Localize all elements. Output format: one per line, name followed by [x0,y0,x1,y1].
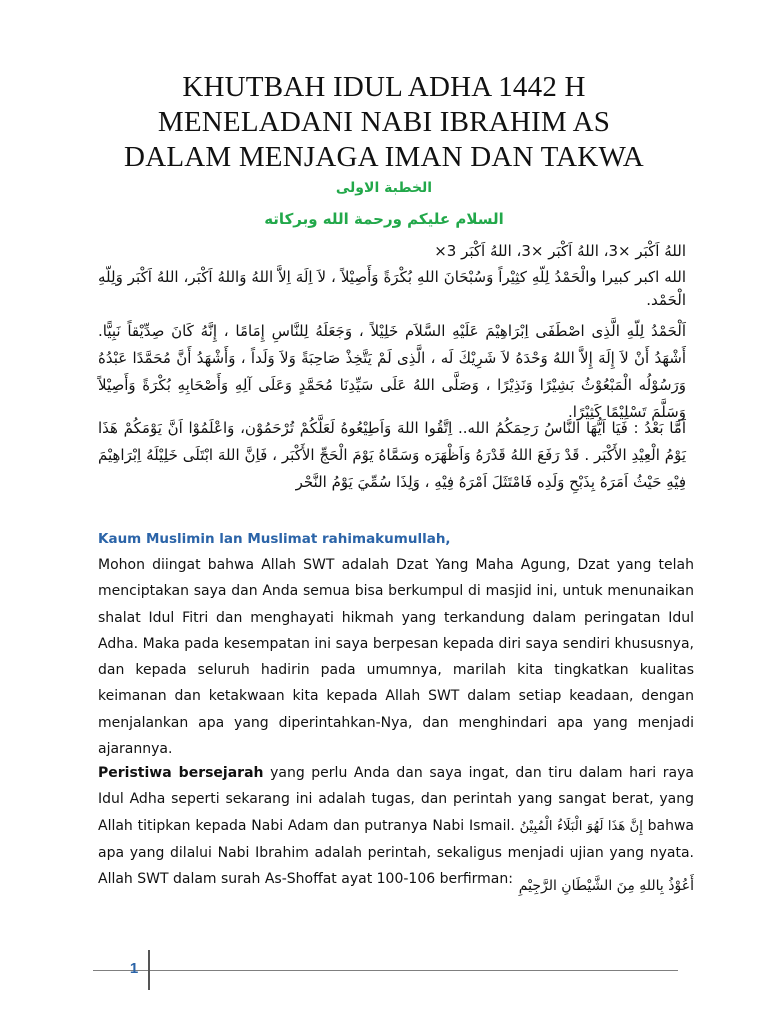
salam-greeting: السلام عليكم ورحمة الله وبركاته [264,210,504,228]
title-line-2: MENELADANI NABI IBRAHIM AS [157,106,611,138]
taawudz: أَعُوْذُ بِاللهِ مِنَ الشَّيْطَانِ الرَّجِيْمِ [518,878,694,894]
arabic-paragraph-4: اَمَّا بَعْدُ : فَيَا اَيُّهَا النَّاسُ رَحِمَكُمُ الله.. اِتَّقُوا اللهَ وَاَطِيْعُوهُ لَعَلَّكُمْ تُرْحَمُوْن، وَاعْلَمُوْا اَنَّ يَوْمَكُمْ هَذَا يَوْمُ الْعِيْدِ الأَكْبَر . قَدْ رَفَعَ اللهُ قَدْرَهُ وَاَظْهَرَه وَسَمَّاهُ يَوْمَ الْحَجِّ الأَكْبَر ، فَاِنَّ اللهَ ابْتَلَى خَلِيْلَهُ اِبْرَاهِيْمَ فِيْهِ حَيْثُ اَمَرَهُ بِذَبْحِ وَلَدِه فَامْتَثَلَ اَمْرَهُ فِيْهِ ، وَلِذَا سُمِّيَ يَوْمُ النَّحْر [98,419,686,491]
title-line-3: DALAM MENJAGA IMAN DAN TAKWA [124,141,644,173]
greeting-heading: Kaum Muslimin lan Muslimat rahimakumullah, [98,531,451,547]
inline-arabic-quote: إِنَّ هَذَا لَهُوَ الْبَلَاءُ الْمُبِيْنُ [519,818,643,834]
title-line-1: KHUTBAH IDUL ADHA 1442 H [182,71,586,103]
footer-vertical-bar [148,950,150,990]
body-paragraph-1: Mohon diingat bahwa Allah SWT adalah Dzat Yang Maha Agung, Dzat yang telah menciptakan saya dan Anda semua bisa berkumpul di masjid ini, untuk menunaikan shalat Idul Fitri dan menghayati hikmah yang terkandung dalam peringatan Idul Adha. Maka pada kesempatan ini saya berpesan kepada diri saya sendiri khususnya, dan kepada seluruh hadirin pada umumnya, marilah kita tingkatkan kualitas keimanan dan ketakwaan kita kepada Allah SWT dalam setiap keadaan, dengan menjalankan apa yang diperintahkan-Nya, dan menghindari apa yang menjadi ajarannya. [98,557,694,758]
document-title [0,70,768,175]
arabic-paragraph-2: الله اكبر كبيرا والْحَمْدُ لِلّهِ كثِيْراً وَسُبْحَانَ اللهِ بُكْرَةً وَأَصِيْلاً ، لاَ اِلَهَ اِلاَّ اللهُ وَاللهُ اَكْبَر، اللهُ اَكْبَر وَلِلّهِ الْحَمْد. [98,268,686,309]
khutbah-section-heading: الخطبة الاولى [335,180,433,196]
paragraph-2-text-a: yang perlu Anda dan saya ingat, dan tiru dalam hari raya Idul Adha seperti sekarang ini adalah tugas, dan perintah yang sangat berat, yang Allah titipkan kepada Nabi Adam dan putranya Nabi Ismail. [98,765,694,834]
footer-divider [93,970,678,971]
paragraph-2-text-b: bahwa apa yang dilalui Nabi Ibrahim adalah perintah, sekaligus menjadi ujian yang nyata. Allah SWT dalam surah As-Shoffat ayat 100-106 berfirman: [98,817,695,888]
arabic-takbir: اللهُ اَكْبَر ×3، اللهُ اَكْبَر ×3، اللهُ اَكْبَر 3× [434,242,686,260]
page-number: 1 [129,960,139,977]
body-paragraph-2 [98,760,694,892]
arabic-paragraph-3: اَلْحَمْدُ لِلّهِ الَّذِى اصْطَفَى اِبْرَاهِيْمَ عَلَيْهِ السَّلاَم خَلِيْلاً ، وَجَعَلَهُ لِلنَّاسِ إِمَامًا ، إِنَّهُ كَانَ صِدِّيْقاً نَبِيًّا. أَشْهَدُ أَنْ لاَ إِلَهَ إِلاَّ اللهُ وَحْدَهُ لاَ شَرِيْكَ لَه ، الَّذِى لَمْ يَتَّخِذْ صَاحِبَةً وَلاَ وَلَداً ، وَأَشْهَدُ أَنَّ مُحَمَّدًا عَبْدُهُ وَرَسُوْلُه الْمَبْعُوْثُ بَشِيْرًا وَنَذِيْرًا ، وَصَلَّى اللهُ عَلَى سَيِّدِنَا مُحَمَّدٍ وَعَلَى آلِهِ وَأَصْحَابِهِ بُكْرَةً وَأَصِيْلاً وَسَلَّمَ تَسْلِيْمًا كَثِيْرًا. [98,322,686,421]
bold-phrase: Peristiwa bersejarah [98,765,264,781]
